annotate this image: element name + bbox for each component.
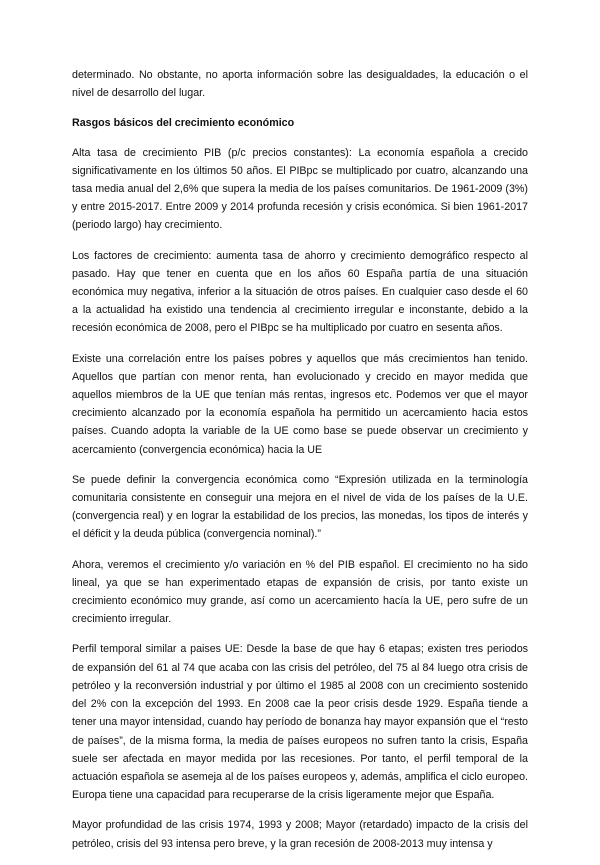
paragraph-growth-rate: Alta tasa de crecimiento PIB (p/c precios constantes): La economía española a crecido significativamente en los últimos 50 años. El PIBpc se multiplicado por cuatro, alcanzando una tasa media anual del 2,6% que supera la media de los países comunitarios. De 1961-2009 (3%) y entre 2015-2017. Entre 2009 y 2014 profunda recesión y crisis económica. Si bien 1961-2017 (periodo largo) hay crecimiento. <box>72 146 528 232</box>
paragraph-crisis-depth: Mayor profundidad de las crisis 1974, 1993 y 2008; Mayor (retardado) impacto de la crisis del petróleo, crisis del 93 intensa pero breve, y la gran recesión de 2008-2013 muy intensa y <box>72 819 528 850</box>
paragraph-convergence-definition: Se puede definir la convergencia económica como “Expresión utilizada en la terminología comunitaria consistente en conseguir una mejora en el nivel de vida de los países de la U.E. (convergencia real) y en lograr la estabilidad de los precios, las monedas, los tipos de interés y el déficit y la deuda pública (convergencia nominal).” <box>72 473 528 541</box>
paragraph-correlation: Existe una correlación entre los países pobres y aquellos que más crecimientos han tenido. Aquellos que partían con menor renta, han evolucionado y crecido en mayor medida que aquellos miembros de la UE que tenían más rentas, ingresos etc. Podemos ver que el mayor crecimiento alcanzado por la economía española ha permitido un acercamiento hacia estos países. Cuando adopta la variable de la UE como base se puede observar un crecimiento y acercamiento (convergencia económica) hacia la UE <box>72 352 528 456</box>
paragraph-gdp-variation: Ahora, veremos el crecimiento y/o variación en % del PIB español. El crecimiento no ha sido lineal, ya que se han experimentado etapas de expansión de crisis, por tanto existe un crecimiento económico muy grande, así como un acercamiento hacía la UE, pero sufre de un crecimiento irregular. <box>72 558 528 626</box>
document-page <box>72 66 528 865</box>
paragraph-temporal-profile: Perfil temporal similar a paises UE: Desde la base de que hay 6 etapas; existen tres periodos de expansión del 61 al 74 que acaba con las crisis del petróleo, del 75 al 84 luego otra crisis de petróleo y la reconversión industrial y por último el 1985 al 2008 con un crecimiento sostenido del 2% con la excepción del 1993. En 2008 cae la peor crisis desde 1929. España tiende a tener una mayor intensidad, cuando hay período de bonanza hay mayor expansión que el “resto de países”, de la misma forma, la media de países europeos no sufren tanto la crisis, España suele ser afectada en mayor medida por las recesiones. Por tanto, el perfil temporal de la actuación española se asemeja al de los países europeos y, además, amplifica el ciclo europeo. Europa tiene una capacidad para recuperarse de la crisis ligeramente mejor que España. <box>72 643 528 802</box>
paragraph-growth-factors: Los factores de crecimiento: aumenta tasa de ahorro y crecimiento demográfico respecto al pasado. Hay que tener en cuenta que en los años 60 España partía de una situación económica muy negativa, inferior a la situación de otros países. En cualquier caso desde el 60 a la actualidad ha existido una tendencia al crecimiento irregular e inconstante, debido a la recesión económica de 2008, pero el PIBpc se ha multiplicado por cuatro en sesenta años. <box>72 249 528 335</box>
intro-paragraph: determinado. No obstante, no aporta información sobre las desigualdades, la educación o el nivel de desarrollo del lugar. <box>72 69 528 100</box>
section-heading: Rasgos básicos del crecimiento económico <box>72 117 295 130</box>
